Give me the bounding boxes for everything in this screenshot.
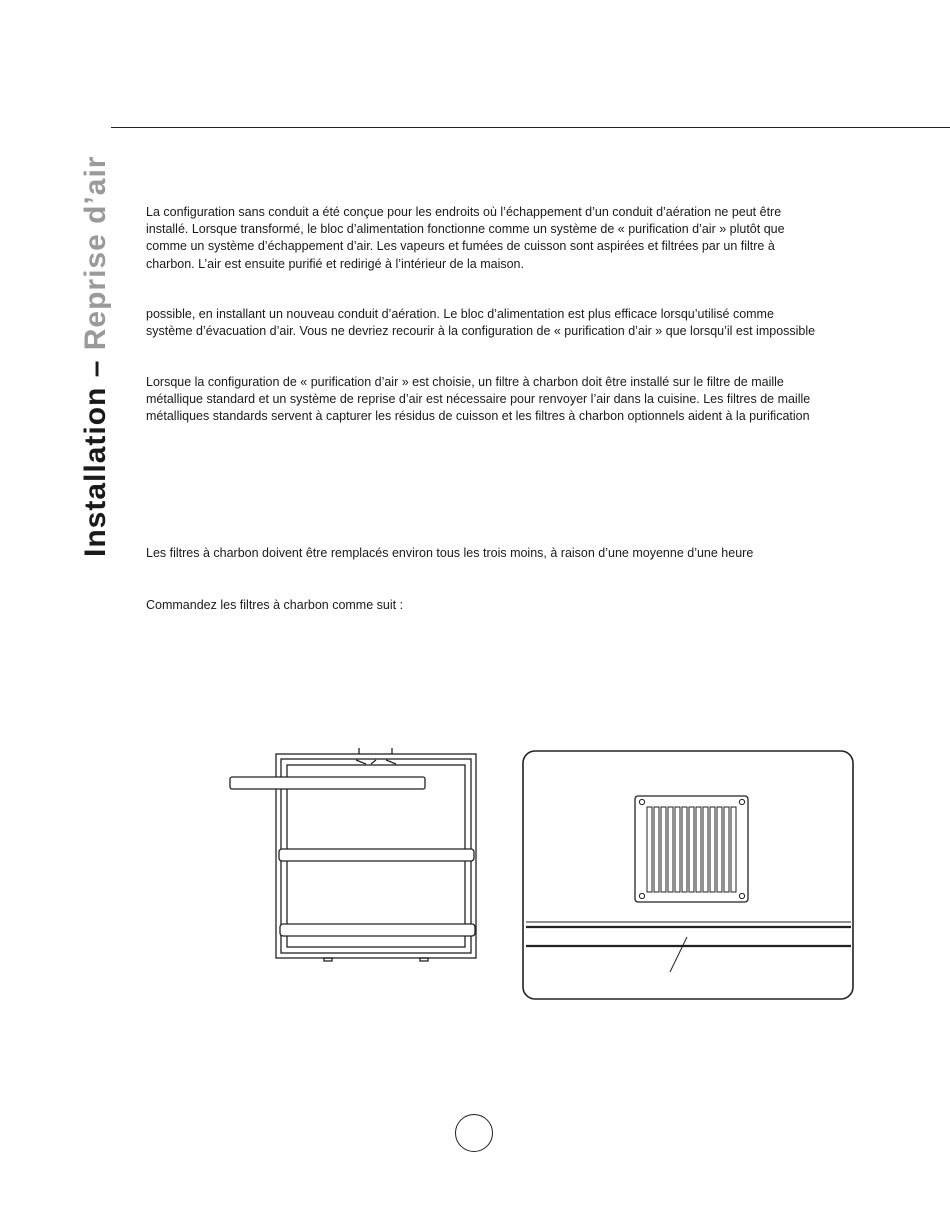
section-title-secondary: Reprise d’air — [79, 155, 112, 351]
paragraph-ductless-intro: La configuration sans conduit a été conçue pour les endroits où l’échappement d’un conduit d’aération ne peut être installé. Lorsque transformé, le bloc d’alimentation fonctionne comme un système de « purification d’air » plutôt que comme un système d’échappement d’air. Les vapeurs et fumées de cuisson sont aspirées et filtrées par un filtre à charbon. L’air est ensuite purifié et redirigé à l’intérieur de la maison. — [146, 205, 785, 271]
section-title-dash: – — [79, 359, 112, 378]
paragraph-charcoal-filter: Lorsque la configuration de « purification d’air » est choisie, un filtre à charbon doit être installé sur le filtre de maille métallique standard et un système de reprise d’air est nécessaire pour renvoyer l’air dans la cuisine. Les filtres de maille métalliques standards servent à capturer les résidus de cuisson et les filtres à charbon optionnels aident à la purification — [146, 375, 811, 424]
paragraph-duct-recommendation: possible, en installant un nouveau conduit d’aération. Le bloc d’alimentation est plus efficace lorsqu’utilisé comme système d’évacuation d’air. Vous ne devriez recourir à la configuration de « purification d’air » que lorsqu’il est impossible — [146, 307, 816, 339]
paragraph-replacement: Les filtres à charbon doivent être remplacés environ tous les trois moins, à raison d’une moyenne d’une heure — [146, 546, 754, 560]
filter-frame-illustration — [230, 748, 476, 961]
hood-grille-illustration — [523, 751, 853, 999]
paragraph-order: Commandez les filtres à charbon comme suit : — [146, 598, 404, 612]
page-number-badge — [455, 1114, 493, 1152]
section-title-primary: Installation — [79, 386, 112, 557]
